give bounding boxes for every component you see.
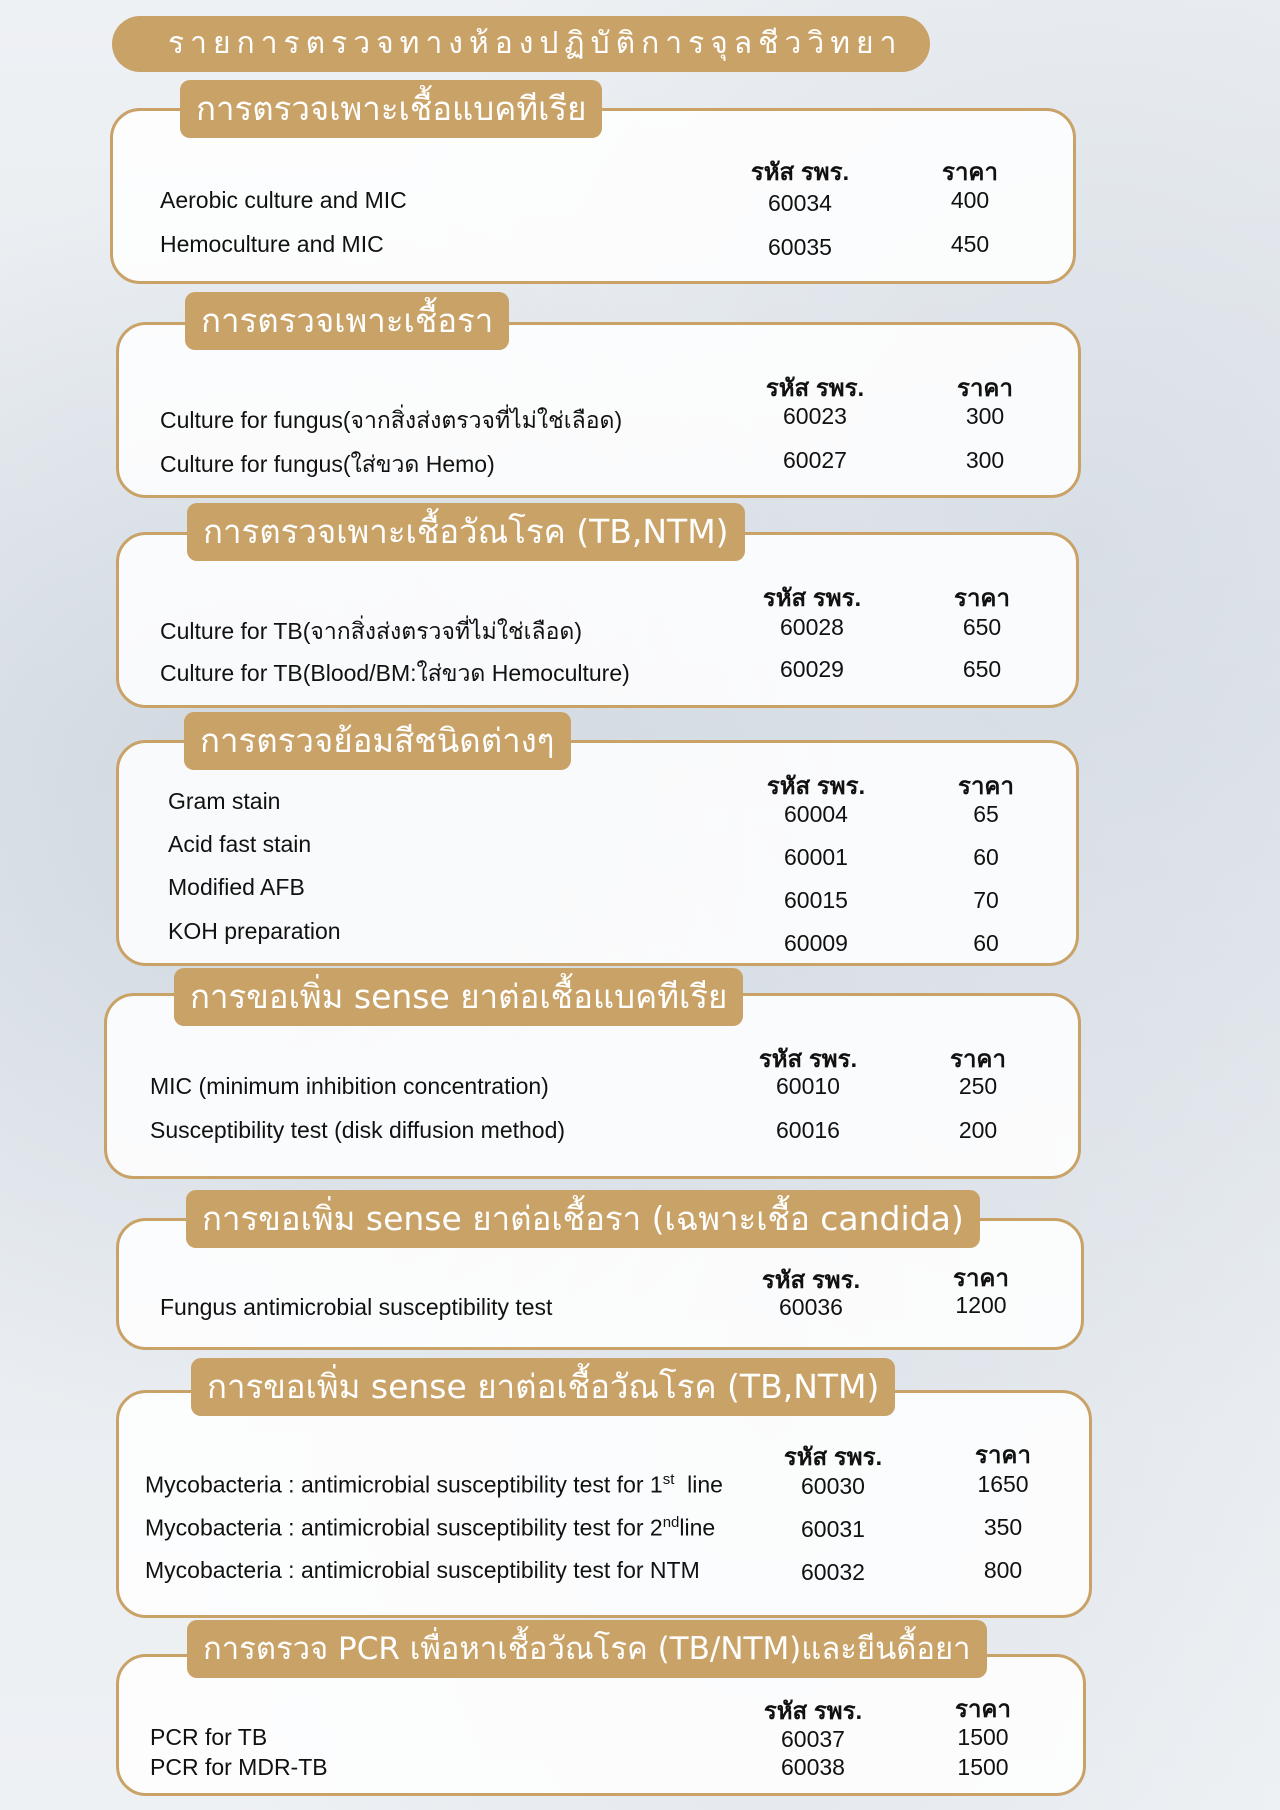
test-name: Culture for TB(จากสิ่งส่งตรวจที่ไม่ใช่เลือด) bbox=[160, 618, 583, 644]
test-price: 70 bbox=[973, 887, 999, 913]
test-code: 60027 bbox=[783, 447, 847, 473]
test-code: 60010 bbox=[776, 1073, 840, 1099]
test-price: 800 bbox=[983, 1557, 1023, 1583]
price-header: ราคา bbox=[950, 1046, 1006, 1073]
price-header: ราคา bbox=[942, 159, 998, 186]
section-title: การขอเพิ่ม sense ยาต่อเชื้อวัณโรค (TB,NTM) bbox=[191, 1358, 895, 1416]
test-name: Fungus antimicrobial susceptibility test bbox=[160, 1294, 553, 1320]
code-header: รหัส รพร. bbox=[765, 375, 865, 402]
test-price: 60 bbox=[973, 844, 999, 870]
code-header: รหัส รพร. bbox=[750, 159, 850, 186]
test-price: 200 bbox=[958, 1117, 998, 1143]
test-code: 60038 bbox=[781, 1754, 845, 1780]
code-header: รหัส รพร. bbox=[758, 1046, 858, 1073]
test-name: KOH preparation bbox=[168, 918, 341, 944]
section-title: การตรวจเพาะเชื้อวัณโรค (TB,NTM) bbox=[187, 503, 745, 561]
test-price: 250 bbox=[958, 1073, 998, 1099]
test-name: Acid fast stain bbox=[168, 831, 312, 857]
section-title: การตรวจ PCR เพื่อหาเชื้อวัณโรค (TB/NTM)และยีนดื้อยา bbox=[187, 1620, 987, 1678]
test-name: Modified AFB bbox=[168, 874, 305, 900]
test-name: Mycobacteria : antimicrobial susceptibility test for 1st line bbox=[145, 1471, 723, 1498]
test-name: PCR for TB bbox=[150, 1724, 268, 1750]
test-code: 60037 bbox=[781, 1726, 845, 1752]
test-name: Susceptibility test (disk diffusion method) bbox=[150, 1117, 566, 1143]
test-price: 1650 bbox=[977, 1471, 1029, 1497]
test-price: 300 bbox=[965, 447, 1005, 473]
test-price: 650 bbox=[962, 614, 1002, 640]
code-header: รหัส รพร. bbox=[762, 585, 862, 612]
test-code: 60030 bbox=[801, 1473, 865, 1499]
test-code: 60035 bbox=[768, 234, 832, 260]
test-code: 60001 bbox=[784, 844, 848, 870]
price-header: ราคา bbox=[975, 1442, 1031, 1469]
section-title: การตรวจเพาะเชื้อแบคทีเรีย bbox=[180, 80, 602, 138]
test-code: 60004 bbox=[784, 801, 848, 827]
test-name: Hemoculture and MIC bbox=[160, 231, 384, 257]
test-name: Mycobacteria : antimicrobial susceptibility test for NTM bbox=[145, 1557, 700, 1583]
price-header: ราคา bbox=[958, 773, 1014, 800]
test-code: 60016 bbox=[776, 1117, 840, 1143]
code-header: รหัส รพร. bbox=[766, 773, 866, 800]
test-code: 60031 bbox=[801, 1516, 865, 1542]
test-price: 450 bbox=[950, 231, 990, 257]
price-header: ราคา bbox=[954, 585, 1010, 612]
page-banner: รายการตรวจทางห้องปฏิบัติการจุลชีววิทยา bbox=[112, 16, 930, 72]
test-price: 1200 bbox=[955, 1292, 1007, 1318]
test-price: 1500 bbox=[957, 1754, 1009, 1780]
section-title: การตรวจย้อมสีชนิดต่างๆ bbox=[184, 712, 571, 770]
test-name: Aerobic culture and MIC bbox=[160, 187, 407, 213]
test-price: 60 bbox=[973, 930, 999, 956]
test-code: 60028 bbox=[780, 614, 844, 640]
test-code: 60009 bbox=[784, 930, 848, 956]
code-header: รหัส รพร. bbox=[761, 1267, 861, 1294]
test-price: 1500 bbox=[957, 1724, 1009, 1750]
test-price: 300 bbox=[965, 403, 1005, 429]
test-name: Culture for fungus(ใส่ขวด Hemo) bbox=[160, 451, 495, 477]
test-name: PCR for MDR-TB bbox=[150, 1754, 328, 1780]
section-title: การขอเพิ่ม sense ยาต่อเชื้อรา (เฉพาะเชื้อ candida) bbox=[186, 1190, 980, 1248]
test-code: 60015 bbox=[784, 887, 848, 913]
test-name: Culture for TB(Blood/BM:ใส่ขวด Hemoculture) bbox=[160, 660, 630, 686]
test-code: 60029 bbox=[780, 656, 844, 682]
test-name: Gram stain bbox=[168, 788, 281, 814]
test-price: 65 bbox=[973, 801, 999, 827]
section-title: การขอเพิ่ม sense ยาต่อเชื้อแบคทีเรีย bbox=[174, 968, 743, 1026]
price-header: ราคา bbox=[953, 1265, 1009, 1292]
test-code: 60034 bbox=[768, 190, 832, 216]
test-code: 60036 bbox=[779, 1294, 843, 1320]
test-code: 60023 bbox=[783, 403, 847, 429]
test-name: Culture for fungus(จากสิ่งส่งตรวจที่ไม่ใช่เลือด) bbox=[160, 407, 623, 433]
test-name: Mycobacteria : antimicrobial susceptibility test for 2ndline bbox=[145, 1514, 716, 1541]
test-code: 60032 bbox=[801, 1559, 865, 1585]
test-price: 350 bbox=[983, 1514, 1023, 1540]
price-header: ราคา bbox=[955, 1696, 1011, 1723]
test-price: 400 bbox=[950, 187, 990, 213]
code-header: รหัส รพร. bbox=[783, 1444, 883, 1471]
test-price: 650 bbox=[962, 656, 1002, 682]
test-name: MIC (minimum inhibition concentration) bbox=[150, 1073, 549, 1099]
code-header: รหัส รพร. bbox=[763, 1698, 863, 1725]
price-header: ราคา bbox=[957, 375, 1013, 402]
section-title: การตรวจเพาะเชื้อรา bbox=[185, 292, 509, 350]
